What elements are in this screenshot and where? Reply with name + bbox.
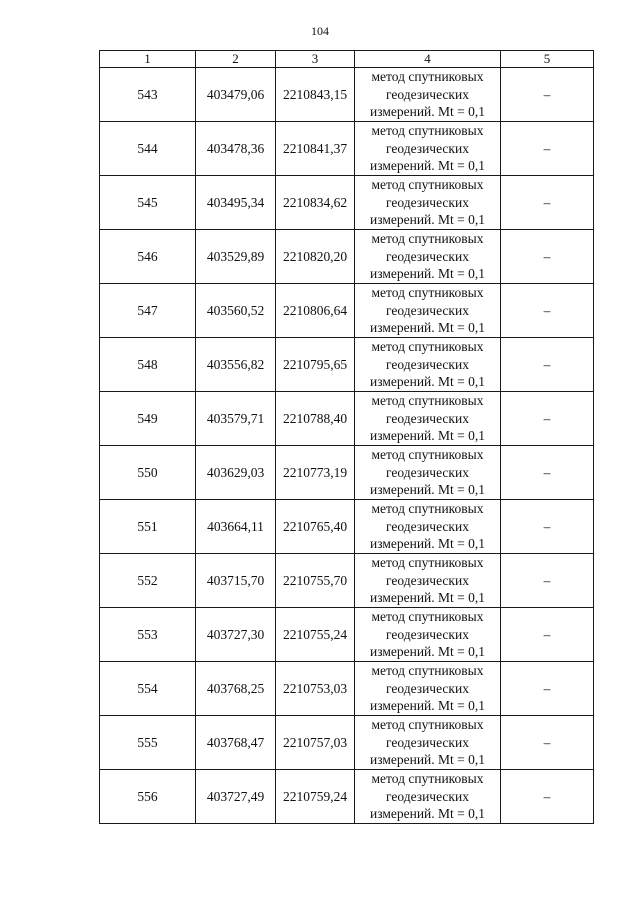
note-dash: – xyxy=(543,464,551,480)
method-line: измерений. Mt = 0,1 xyxy=(369,806,486,822)
method-cell xyxy=(355,662,501,716)
y-coordinate-cell: 2210765,40 xyxy=(276,500,355,554)
point-number-cell: 544 xyxy=(100,122,196,176)
note-cell xyxy=(501,446,594,500)
table-body xyxy=(100,68,594,824)
header-col-5: 5 xyxy=(501,51,594,68)
note-cell xyxy=(501,716,594,770)
method-line: геодезических xyxy=(386,680,469,696)
table-row xyxy=(100,230,594,284)
y-coordinate-cell: 2210806,64 xyxy=(276,284,355,338)
method-line: геодезических xyxy=(386,194,469,210)
x-coordinate-cell: 403664,11 xyxy=(196,500,276,554)
method-cell xyxy=(355,68,501,122)
y-coordinate-cell: 2210759,24 xyxy=(276,770,355,824)
y-coordinate-cell: 2210788,40 xyxy=(276,392,355,446)
method-line: метод спутниковых xyxy=(371,285,484,301)
x-coordinate-cell: 403479,06 xyxy=(196,68,276,122)
table-row xyxy=(100,608,594,662)
table-row xyxy=(100,446,594,500)
method-cell xyxy=(355,770,501,824)
header-col-4: 4 xyxy=(355,51,501,68)
note-dash: – xyxy=(543,194,551,210)
note-dash: – xyxy=(543,788,551,804)
method-line: геодезических xyxy=(386,248,469,264)
table-row xyxy=(100,716,594,770)
y-coordinate-cell: 2210755,70 xyxy=(276,554,355,608)
header-col-2: 2 xyxy=(196,51,276,68)
coordinates-table xyxy=(99,50,594,824)
method-line: измерений. Mt = 0,1 xyxy=(369,320,486,336)
table-row xyxy=(100,554,594,608)
note-dash: – xyxy=(543,626,551,642)
method-cell xyxy=(355,176,501,230)
note-dash: – xyxy=(543,680,551,696)
note-dash: – xyxy=(543,410,551,426)
note-dash: – xyxy=(543,572,551,588)
page-number: 104 xyxy=(311,24,329,38)
table-row xyxy=(100,284,594,338)
note-cell xyxy=(501,122,594,176)
method-cell xyxy=(355,500,501,554)
method-line: геодезических xyxy=(386,788,469,804)
note-dash: – xyxy=(543,86,551,102)
note-dash: – xyxy=(543,248,551,264)
method-line: метод спутниковых xyxy=(371,123,484,139)
note-dash: – xyxy=(543,734,551,750)
y-coordinate-cell: 2210795,65 xyxy=(276,338,355,392)
note-cell xyxy=(501,230,594,284)
method-line: измерений. Mt = 0,1 xyxy=(369,428,486,444)
y-coordinate-cell: 2210757,03 xyxy=(276,716,355,770)
method-line: измерений. Mt = 0,1 xyxy=(369,158,486,174)
method-line: измерений. Mt = 0,1 xyxy=(369,266,486,282)
x-coordinate-cell: 403715,70 xyxy=(196,554,276,608)
method-line: геодезических xyxy=(386,518,469,534)
point-number-cell: 553 xyxy=(100,608,196,662)
x-coordinate-cell: 403768,25 xyxy=(196,662,276,716)
table-row xyxy=(100,176,594,230)
method-line: метод спутниковых xyxy=(371,555,484,571)
method-line: измерений. Mt = 0,1 xyxy=(369,104,486,120)
point-number-cell: 554 xyxy=(100,662,196,716)
method-line: геодезических xyxy=(386,140,469,156)
point-number-cell: 556 xyxy=(100,770,196,824)
method-line: метод спутниковых xyxy=(371,177,484,193)
method-line: измерений. Mt = 0,1 xyxy=(369,698,486,714)
x-coordinate-cell: 403579,71 xyxy=(196,392,276,446)
note-cell xyxy=(501,662,594,716)
method-line: геодезических xyxy=(386,356,469,372)
table-row xyxy=(100,662,594,716)
table-row xyxy=(100,392,594,446)
point-number-cell: 549 xyxy=(100,392,196,446)
method-line: геодезических xyxy=(386,302,469,318)
point-number-cell: 552 xyxy=(100,554,196,608)
method-line: метод спутниковых xyxy=(371,501,484,517)
table-header-row xyxy=(100,51,594,68)
method-line: измерений. Mt = 0,1 xyxy=(369,536,486,552)
note-cell xyxy=(501,500,594,554)
y-coordinate-cell: 2210843,15 xyxy=(276,68,355,122)
method-line: геодезических xyxy=(386,464,469,480)
method-cell xyxy=(355,554,501,608)
method-line: метод спутниковых xyxy=(371,771,484,787)
y-coordinate-cell: 2210773,19 xyxy=(276,446,355,500)
header-col-1: 1 xyxy=(100,51,196,68)
method-line: метод спутниковых xyxy=(371,231,484,247)
method-line: метод спутниковых xyxy=(371,663,484,679)
method-line: геодезических xyxy=(386,86,469,102)
method-line: геодезических xyxy=(386,626,469,642)
method-line: метод спутниковых xyxy=(371,717,484,733)
x-coordinate-cell: 403529,89 xyxy=(196,230,276,284)
point-number-cell: 547 xyxy=(100,284,196,338)
note-cell xyxy=(501,284,594,338)
point-number-cell: 550 xyxy=(100,446,196,500)
x-coordinate-cell: 403560,52 xyxy=(196,284,276,338)
y-coordinate-cell: 2210834,62 xyxy=(276,176,355,230)
header-col-3: 3 xyxy=(276,51,355,68)
method-line: измерений. Mt = 0,1 xyxy=(369,752,486,768)
note-cell xyxy=(501,554,594,608)
point-number-cell: 548 xyxy=(100,338,196,392)
table-row xyxy=(100,770,594,824)
note-cell xyxy=(501,68,594,122)
y-coordinate-cell: 2210753,03 xyxy=(276,662,355,716)
method-line: измерений. Mt = 0,1 xyxy=(369,590,486,606)
note-cell xyxy=(501,608,594,662)
point-number-cell: 545 xyxy=(100,176,196,230)
method-cell xyxy=(355,338,501,392)
x-coordinate-cell: 403768,47 xyxy=(196,716,276,770)
note-dash: – xyxy=(543,356,551,372)
y-coordinate-cell: 2210820,20 xyxy=(276,230,355,284)
y-coordinate-cell: 2210755,24 xyxy=(276,608,355,662)
method-cell xyxy=(355,122,501,176)
method-cell xyxy=(355,284,501,338)
point-number-cell: 551 xyxy=(100,500,196,554)
method-line: метод спутниковых xyxy=(371,609,484,625)
note-dash: – xyxy=(543,518,551,534)
x-coordinate-cell: 403495,34 xyxy=(196,176,276,230)
table-row xyxy=(100,500,594,554)
method-line: геодезических xyxy=(386,572,469,588)
point-number-cell: 546 xyxy=(100,230,196,284)
method-line: метод спутниковых xyxy=(371,339,484,355)
method-cell xyxy=(355,446,501,500)
table-row xyxy=(100,68,594,122)
x-coordinate-cell: 403556,82 xyxy=(196,338,276,392)
note-cell xyxy=(501,770,594,824)
method-line: геодезических xyxy=(386,734,469,750)
x-coordinate-cell: 403727,49 xyxy=(196,770,276,824)
method-line: метод спутниковых xyxy=(371,69,484,85)
method-cell xyxy=(355,392,501,446)
method-line: измерений. Mt = 0,1 xyxy=(369,212,486,228)
x-coordinate-cell: 403727,30 xyxy=(196,608,276,662)
method-line: измерений. Mt = 0,1 xyxy=(369,644,486,660)
note-cell xyxy=(501,176,594,230)
table-row xyxy=(100,338,594,392)
method-line: измерений. Mt = 0,1 xyxy=(369,374,486,390)
method-line: геодезических xyxy=(386,410,469,426)
method-line: метод спутниковых xyxy=(371,447,484,463)
y-coordinate-cell: 2210841,37 xyxy=(276,122,355,176)
note-dash: – xyxy=(543,140,551,156)
method-cell xyxy=(355,230,501,284)
method-line: измерений. Mt = 0,1 xyxy=(369,482,486,498)
table-row xyxy=(100,122,594,176)
note-cell xyxy=(501,338,594,392)
method-line: метод спутниковых xyxy=(371,393,484,409)
note-dash: – xyxy=(543,302,551,318)
point-number-cell: 543 xyxy=(100,68,196,122)
x-coordinate-cell: 403629,03 xyxy=(196,446,276,500)
point-number-cell: 555 xyxy=(100,716,196,770)
note-cell xyxy=(501,392,594,446)
method-cell xyxy=(355,716,501,770)
x-coordinate-cell: 403478,36 xyxy=(196,122,276,176)
method-cell xyxy=(355,608,501,662)
